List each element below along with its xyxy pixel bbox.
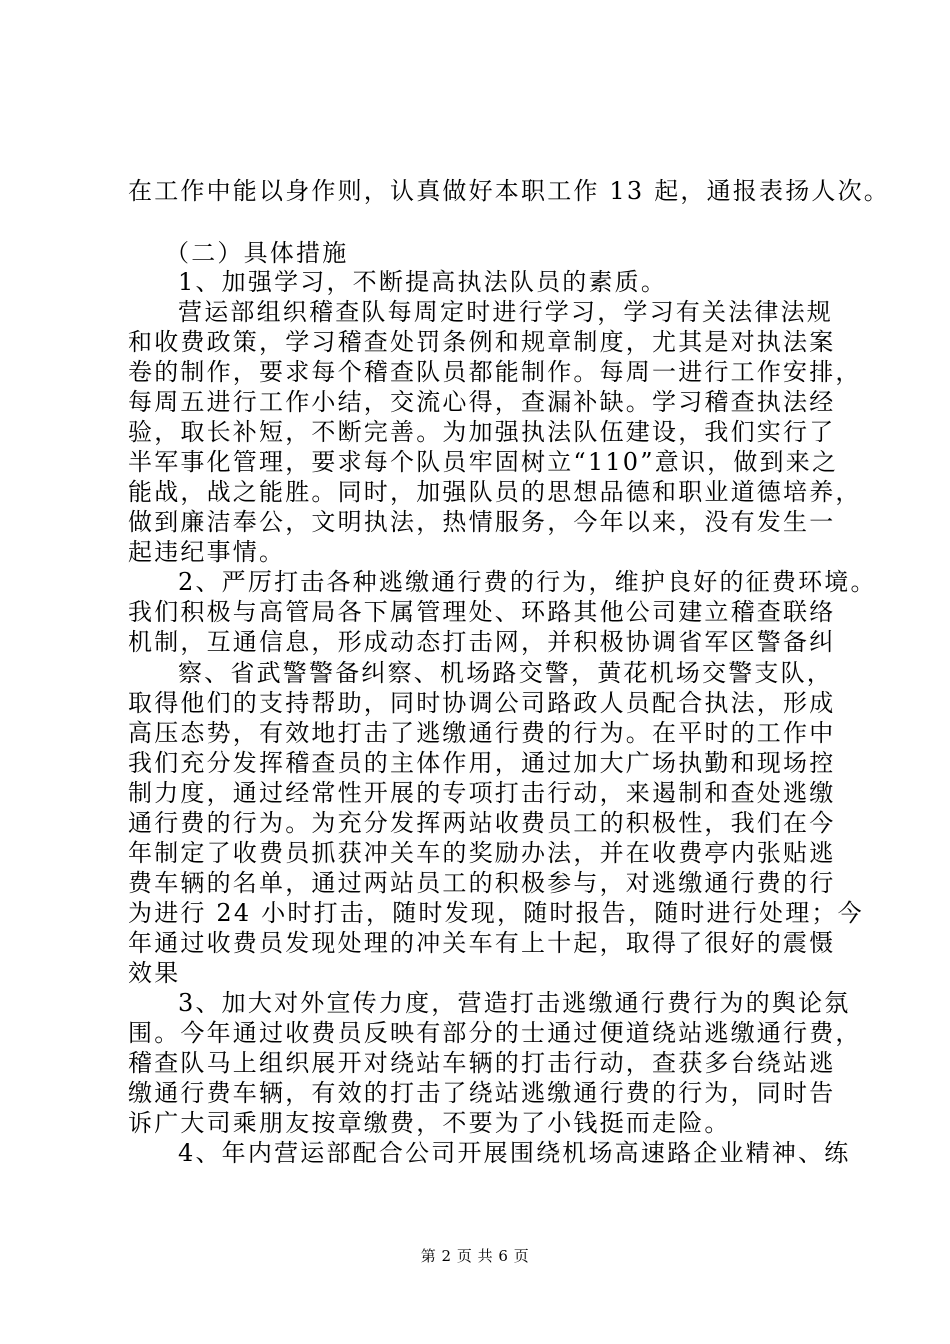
numbered-item-1: 1、加强学习，不断提高执法队员的素质。 [178, 268, 668, 296]
paragraph-line: 制力度，通过经常性开展的专项打击行动，来遏制和查处逃缴 [128, 779, 836, 807]
paragraph-line: 机制，互通信息，形成动态打击网，并积极协调省军区警备纠 [128, 628, 836, 656]
paragraph-line: 每周五进行工作小结，交流心得，查漏补缺。学习稽查执法经 [128, 388, 836, 416]
paragraph-line: 做到廉洁奉公，文明执法，热情服务，今年以来，没有发生一 [128, 508, 836, 536]
paragraph-line: 高压态势，有效地打击了逃缴通行费的行为。在平时的工作中 [128, 719, 836, 747]
page-footer: 第 2 页 共 6 页 [420, 1247, 530, 1265]
paragraph-line: 围。今年通过收费员反映有部分的士通过便道绕站逃缴通行费， [128, 1019, 862, 1047]
paragraph-line: 取得他们的支持帮助，同时协调公司路政人员配合执法，形成 [128, 689, 836, 717]
text-line-1: 在工作中能以身作则，认真做好本职工作 13 起，通报表扬人次。 [128, 177, 890, 205]
paragraph-line: 起违纪事情。 [128, 538, 286, 566]
paragraph-line: 年通过收费员发现处理的冲关车有上十起，取得了很好的震慑 [128, 929, 836, 957]
paragraph-line: 我们充分发挥稽查员的主体作用，通过加大广场执勤和现场控 [128, 749, 836, 777]
paragraph-line: 我们积极与高管局各下属管理处、环路其他公司建立稽查联络 [128, 598, 836, 626]
paragraph-line: 验，取长补短，不断完善。为加强执法队伍建设，我们实行了 [128, 418, 836, 446]
paragraph-line: 和收费政策，学习稽查处罚条例和规章制度，尤其是对执法案 [128, 328, 836, 356]
paragraph-line: 通行费的行为。为充分发挥两站收费员工的积极性，我们在今 [128, 809, 836, 837]
paragraph-line: 半军事化管理，要求每个队员牢固树立“110”意识，做到来之 [128, 448, 839, 476]
paragraph-line: 营运部组织稽查队每周定时进行学习，学习有关法律法规 [178, 298, 833, 326]
section-heading: （二）具体措施 [165, 239, 349, 267]
numbered-item-3: 3、加大对外宣传力度，营造打击逃缴通行费行为的舆论氛 [178, 989, 851, 1017]
numbered-item-2: 2、严厉打击各种逃缴通行费的行为，维护良好的征费环境。 [178, 568, 877, 596]
paragraph-line: 费车辆的名单，通过两站员工的积极参与，对逃缴通行费的行 [128, 869, 836, 897]
paragraph-line: 缴通行费车辆，有效的打击了绕站逃缴通行费的行为，同时告 [128, 1079, 836, 1107]
paragraph-line: 稽查队马上组织展开对绕站车辆的打击行动，查获多台绕站逃 [128, 1049, 836, 1077]
numbered-item-4: 4、年内营运部配合公司开展围绕机场高速路企业精神、练 [178, 1139, 851, 1167]
paragraph-line: 卷的制作，要求每个稽查队员都能制作。每周一进行工作安排， [128, 358, 862, 386]
paragraph-line: 能战，战之能胜。同时，加强队员的思想品德和职业道德培养， [128, 478, 862, 506]
paragraph-line: 诉广大司乘朋友按章缴费，不要为了小钱挺而走险。 [128, 1109, 731, 1137]
paragraph-line: 为进行 24 小时打击，随时发现，随时报告，随时进行处理；今 [128, 899, 864, 927]
paragraph-line: 效果 [128, 959, 181, 987]
paragraph-line: 察、省武警警备纠察、机场路交警，黄花机场交警支队， [178, 659, 833, 687]
paragraph-line: 年制定了收费员抓获冲关车的奖励办法，并在收费亭内张贴逃 [128, 839, 836, 867]
